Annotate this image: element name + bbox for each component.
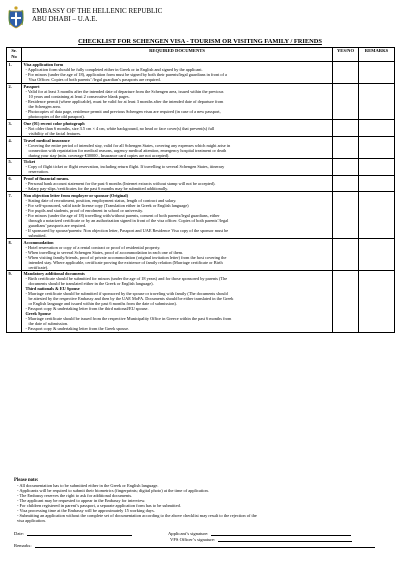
table-row xyxy=(7,137,395,159)
remarks-label: Remarks: xyxy=(14,543,32,548)
document-heading: Mandatory additional documents xyxy=(23,271,85,277)
document-heading: Ticket xyxy=(23,159,36,165)
note-item: - All documentation has to be submitted either in the Greek or English language. xyxy=(17,483,159,489)
applicant-signature-label: Applicant’s signature: xyxy=(167,531,209,536)
embassy-location: ABU DHABI – U.A.E. xyxy=(32,15,98,23)
note-item: - Visa processing time at the Embassy will be approximately 15 working days. xyxy=(17,508,155,514)
note-item: - The applicant may be requested to appear in the Embassy for interview. xyxy=(17,498,146,504)
required-document-cell xyxy=(22,61,333,83)
row-number: 1. xyxy=(7,61,22,83)
document-requirement: documents should be translated either in the Greek or English language). xyxy=(28,281,154,287)
document-heading: Accommodation xyxy=(23,239,54,245)
yes-no-cell[interactable] xyxy=(333,271,359,333)
remarks-cell[interactable] xyxy=(359,83,395,120)
document-requirement: - Personal bank account statement for the past 6 months (Internet extracts without stamp will not be accepted). xyxy=(25,181,216,187)
vfs-officer-signature-field[interactable] xyxy=(218,537,352,542)
required-document-cell xyxy=(22,158,333,175)
document-requirement: - Salary pay-slips /certificates for the past 6 months may be submitted additionally. xyxy=(25,186,169,192)
col-header-documents: REQUIRED DOCUMENTS xyxy=(22,48,333,62)
yes-no-cell[interactable] xyxy=(333,83,359,120)
document-heading: Visa application form xyxy=(23,62,64,68)
yes-no-cell[interactable] xyxy=(333,192,359,239)
document-requirement: - Stating date of recruitment, position, employment status, length of contract and salary. xyxy=(25,197,177,203)
row-number: 2. xyxy=(7,83,22,120)
document-requirement: - For minors (under the age of 18), application form must be signed by both their parents/legal guardians in front of a xyxy=(25,72,227,78)
document-requirement: - For minors (under the age of 18) travelling with/without parents, consent of both parents/legal guardians, either xyxy=(25,212,220,218)
document-requirement: connection with repatriation for medical reasons, urgency medical attention, emergency hospital treatment or death xyxy=(28,147,227,153)
vfs-officer-signature-label: VFS Officer’s signature: xyxy=(170,537,216,542)
document-requirement: - For pupils and students, proof of enrolment in school or university. xyxy=(25,207,144,213)
document-requirement: - For self-sponsored, valid trade license copy (Translation either in Greek or English language) xyxy=(25,202,189,208)
yes-no-cell[interactable] xyxy=(333,175,359,192)
document-requirement: - If sponsored by spouse/parents: Non objection letter, Passport and UAE Residence Visa copy of the sponsor must be xyxy=(25,227,229,233)
note-item: - For children registered in parent’s passport, a separate application form has to be submitted. xyxy=(17,503,181,509)
document-requirement: guardians’ passports are required. xyxy=(28,222,87,228)
required-document-cell xyxy=(22,175,333,192)
document-requirement: - When travelling to several Schengen States, proof of accommodation in each one of them. xyxy=(25,249,184,255)
document-requirement: intended stay. Where applicable, certificate proving the existence of family relation (Marriage certificate or Birth xyxy=(28,259,223,265)
document-requirement: - Covering the entire period of intended stay, valid for all Schengen States, covering any expenses which might arise in xyxy=(25,142,231,148)
remarks-cell[interactable] xyxy=(359,175,395,192)
table-row xyxy=(7,239,395,271)
document-requirement: the Schengen area. xyxy=(28,103,61,109)
document-requirement: - Application form should be fully completed either in Greek or in English and signed by the applicant. xyxy=(25,67,203,73)
table-row xyxy=(7,120,395,137)
row-number: 5. xyxy=(7,158,22,175)
document-requirement: 10 years and containing at least 2 consecutive blank pages. xyxy=(28,93,130,99)
date-label: Date: xyxy=(14,531,24,536)
table-row xyxy=(7,61,395,83)
document-requirement: or English language and issued within the past 6 months from the date of submission). xyxy=(28,301,177,307)
table-row xyxy=(7,83,395,120)
document-requirement: - Valid for at least 3 months after the intended date of departure from the Schengen area, issued within the previous xyxy=(25,88,224,94)
row-number: 6. xyxy=(7,175,22,192)
yes-no-cell[interactable] xyxy=(333,158,359,175)
applicant-signature-field[interactable] xyxy=(211,531,351,536)
document-requirement: visibility of the facial features. xyxy=(28,130,82,136)
date-field[interactable] xyxy=(27,531,132,536)
col-header-remarks: REMARKS xyxy=(359,48,395,62)
embassy-name: EMBASSY OF THE HELLENIC REPUBLIC xyxy=(32,7,163,15)
document-requirement: - Not older than 6 months, size 3.5 cm × 4 cm, white background, no head or face cover(s) that prevent(s) full xyxy=(25,125,215,131)
yes-no-cell[interactable] xyxy=(333,137,359,159)
document-requirement: reservation. xyxy=(28,169,49,175)
document-requirement: the date of submission. xyxy=(28,321,69,327)
document-requirement: - Passport copy & undertaking letter from the Greek spouse. xyxy=(25,326,130,332)
document-heading: Passport xyxy=(23,83,40,89)
document-requirement: - Passport copy & undertaking letter from the third national/EU spouse. xyxy=(25,306,149,312)
document-requirement: - Residence permit (where applicable), must be valid for at least 3 months after the intended date of departure from xyxy=(25,98,224,104)
row-number: 4. xyxy=(7,137,22,159)
row-number: 3. xyxy=(7,120,22,137)
document-requirement: - Birth certificate should be submitted for minors (under the age of 18 years) and for those sponsored by parents (The xyxy=(25,276,228,282)
note-item: - The Embassy reserves the right to ask for additional documents. xyxy=(17,493,133,499)
table-row xyxy=(7,158,395,175)
table-row xyxy=(7,271,395,333)
remarks-cell[interactable] xyxy=(359,158,395,175)
document-subheading: Third nationals & EU Spouse xyxy=(25,286,80,292)
document-heading: Travel medical insurance xyxy=(23,137,70,143)
document-requirement: - When visiting family/friends, proof of private accommodation (original invitation letter) from the host covering the xyxy=(25,254,227,260)
remarks-cell[interactable] xyxy=(359,137,395,159)
signature-section xyxy=(14,531,390,549)
document-requirement: submitted. xyxy=(28,232,47,238)
required-document-cell xyxy=(22,271,333,333)
document-requirement: - Hotel reservation or copy of a rental contract or proof of residential property. xyxy=(25,244,161,250)
document-requirement: Visa Officer. Copies of both parents’ /legal guardian’s passports are required. xyxy=(28,77,161,83)
yes-no-cell[interactable] xyxy=(333,120,359,137)
remarks-cell[interactable] xyxy=(359,271,395,333)
remarks-field[interactable] xyxy=(35,543,375,548)
document-requirement: certificate). xyxy=(28,264,49,270)
required-document-cell xyxy=(22,239,333,271)
page-title: CHECKLIST FOR SCHENGEN VISA - TOURISM OR VISITING FAMILY / FRIENDS xyxy=(78,38,322,45)
greek-coat-of-arms-icon xyxy=(6,5,26,29)
document-requirement: during your stay (min. coverage €30000 , Insurance card copies are not accepted). xyxy=(28,152,170,158)
row-number: 7. xyxy=(7,192,22,239)
remarks-cell[interactable] xyxy=(359,120,395,137)
table-row xyxy=(7,192,395,239)
document-subheading: Greek Spouse xyxy=(25,311,51,317)
yes-no-cell[interactable] xyxy=(333,61,359,83)
document-heading: Non objection letter from employer or sponsor (Original) xyxy=(23,192,129,198)
row-number: 9. xyxy=(7,271,22,333)
document-requirement: be attested by the respective Embassy and then by the UAE MoFA. Documents should be either translated in the Greek xyxy=(28,296,234,302)
row-number: 8. xyxy=(7,239,22,271)
remarks-cell[interactable] xyxy=(359,192,395,239)
letterhead xyxy=(6,5,162,31)
document-requirement: photocopies of the old passport). xyxy=(28,113,85,119)
remarks-cell[interactable] xyxy=(359,239,395,271)
checklist-table xyxy=(6,47,395,333)
col-header-yes-no: YES/NO xyxy=(333,48,359,62)
remarks-cell[interactable] xyxy=(359,61,395,83)
yes-no-cell[interactable] xyxy=(333,239,359,271)
notes-section xyxy=(14,478,390,523)
col-header-no: Sr. No xyxy=(7,48,22,62)
required-document-cell xyxy=(22,137,333,159)
notes-title: Please note: xyxy=(14,478,39,483)
required-document-cell xyxy=(22,83,333,120)
table-header-row xyxy=(7,48,395,62)
required-document-cell xyxy=(22,120,333,137)
document-requirement: - Marriage certificate should be submitted if sponsored by the spouse or traveling with family (The documents should xyxy=(25,291,228,297)
document-requirement: - Marriage certificate should be issued from the respective Municipality Office in Greece within the past 6 months from xyxy=(25,316,232,322)
table-row xyxy=(7,175,395,192)
note-item: visa application. xyxy=(17,518,46,524)
note-item: - Submitting an application without the complete set of documentation according to the above checklist may result to the rejection of the xyxy=(17,513,257,519)
document-heading: One (01) recent color photograph xyxy=(23,120,85,126)
document-requirement: - Copy of flight ticket or flight reservation, including return flight. If travelling to several Schengen States, itinerary xyxy=(25,164,225,170)
note-item: - Applicants will be required to submit their biometrics (fingerprints; digital photo) at the time of application. xyxy=(17,488,209,494)
document-requirement: through a notarized certificate or by an authorization signed in front of the visa officer. Copies of both parents’/legal xyxy=(28,217,229,223)
document-requirement: - Photocopies of data page, residence permit and previous Schengen visas are required (in case of a new passport, xyxy=(25,108,221,114)
document-heading: Proof of financial means. xyxy=(23,176,70,182)
required-document-cell xyxy=(22,192,333,239)
